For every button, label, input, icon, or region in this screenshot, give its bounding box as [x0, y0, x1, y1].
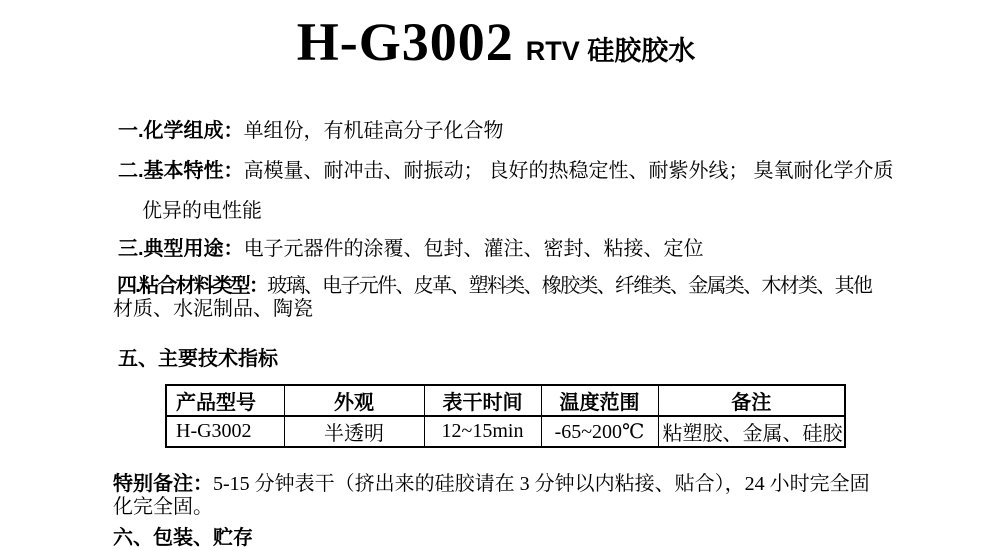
product-model-title: H-G3002: [296, 12, 514, 72]
spec-table-header-row: [166, 385, 845, 416]
item-4-label: 四.粘合材料类型：: [117, 275, 268, 297]
cell-appearance: 半透明: [284, 416, 424, 447]
special-note-line1: 5-15 分钟表干（挤出来的硅胶请在 3 分钟以内粘接、贴合），24 小时完全固: [213, 473, 870, 495]
special-note-label: 特别备注：: [113, 473, 213, 495]
document-title: [0, 12, 992, 86]
section-heading-tech-specs: 五、主要技术指标: [118, 348, 278, 370]
section-heading-packaging-storage: 六、包装、贮存: [113, 527, 253, 549]
product-name-title: RTV 硅胶胶水: [525, 36, 696, 66]
item-basic-properties-line2: [118, 200, 985, 223]
item-bonding-materials-line2: [113, 298, 985, 321]
cell-temperature-range: -65~200℃: [541, 416, 658, 447]
item-4-text2: 材质、水泥制品、陶瓷: [113, 298, 313, 320]
spec-table: [165, 384, 846, 448]
datasheet-page: [0, 12, 992, 549]
item-1-text: 单组份，有机硅高分子化合物: [243, 120, 504, 142]
item-2-text2: 优异的电性能: [142, 200, 262, 222]
item-bonding-materials: [117, 275, 985, 298]
col-header-temperature-range: 温度范围: [541, 385, 658, 416]
item-chemical-composition: [118, 120, 985, 143]
col-header-remarks: 备注: [658, 385, 845, 416]
item-2-text: 高模量、耐冲击、耐振动； 良好的热稳定性、耐紫外线； 臭氧耐化学介质: [243, 160, 894, 182]
item-2-label: 二.基本特性：: [118, 160, 244, 182]
col-header-appearance: 外观: [284, 385, 424, 416]
cell-product-model: H-G3002: [166, 416, 284, 447]
item-basic-properties: [118, 160, 985, 183]
special-note-line2: [113, 496, 985, 519]
special-note: [113, 473, 985, 496]
item-typical-uses: [118, 238, 985, 261]
col-header-product-model: 产品型号: [166, 385, 284, 416]
cell-tack-free-time: 12~15min: [424, 416, 541, 447]
spec-table-data-row: [166, 416, 845, 447]
item-1-label: 一.化学组成：: [118, 120, 244, 142]
item-3-label: 三.典型用途：: [118, 238, 244, 260]
special-note-line2-text: 化完全固。: [113, 496, 213, 518]
item-4-text: 玻璃、电子元件、皮革、塑料类、橡胶类、纤维类、金属类、木材类、其他: [267, 275, 872, 297]
cell-remarks: 粘塑胶、金属、硅胶: [658, 416, 845, 447]
item-3-text: 电子元器件的涂覆、包封、灌注、密封、粘接、定位: [243, 238, 704, 260]
col-header-tack-free-time: 表干时间: [424, 385, 541, 416]
